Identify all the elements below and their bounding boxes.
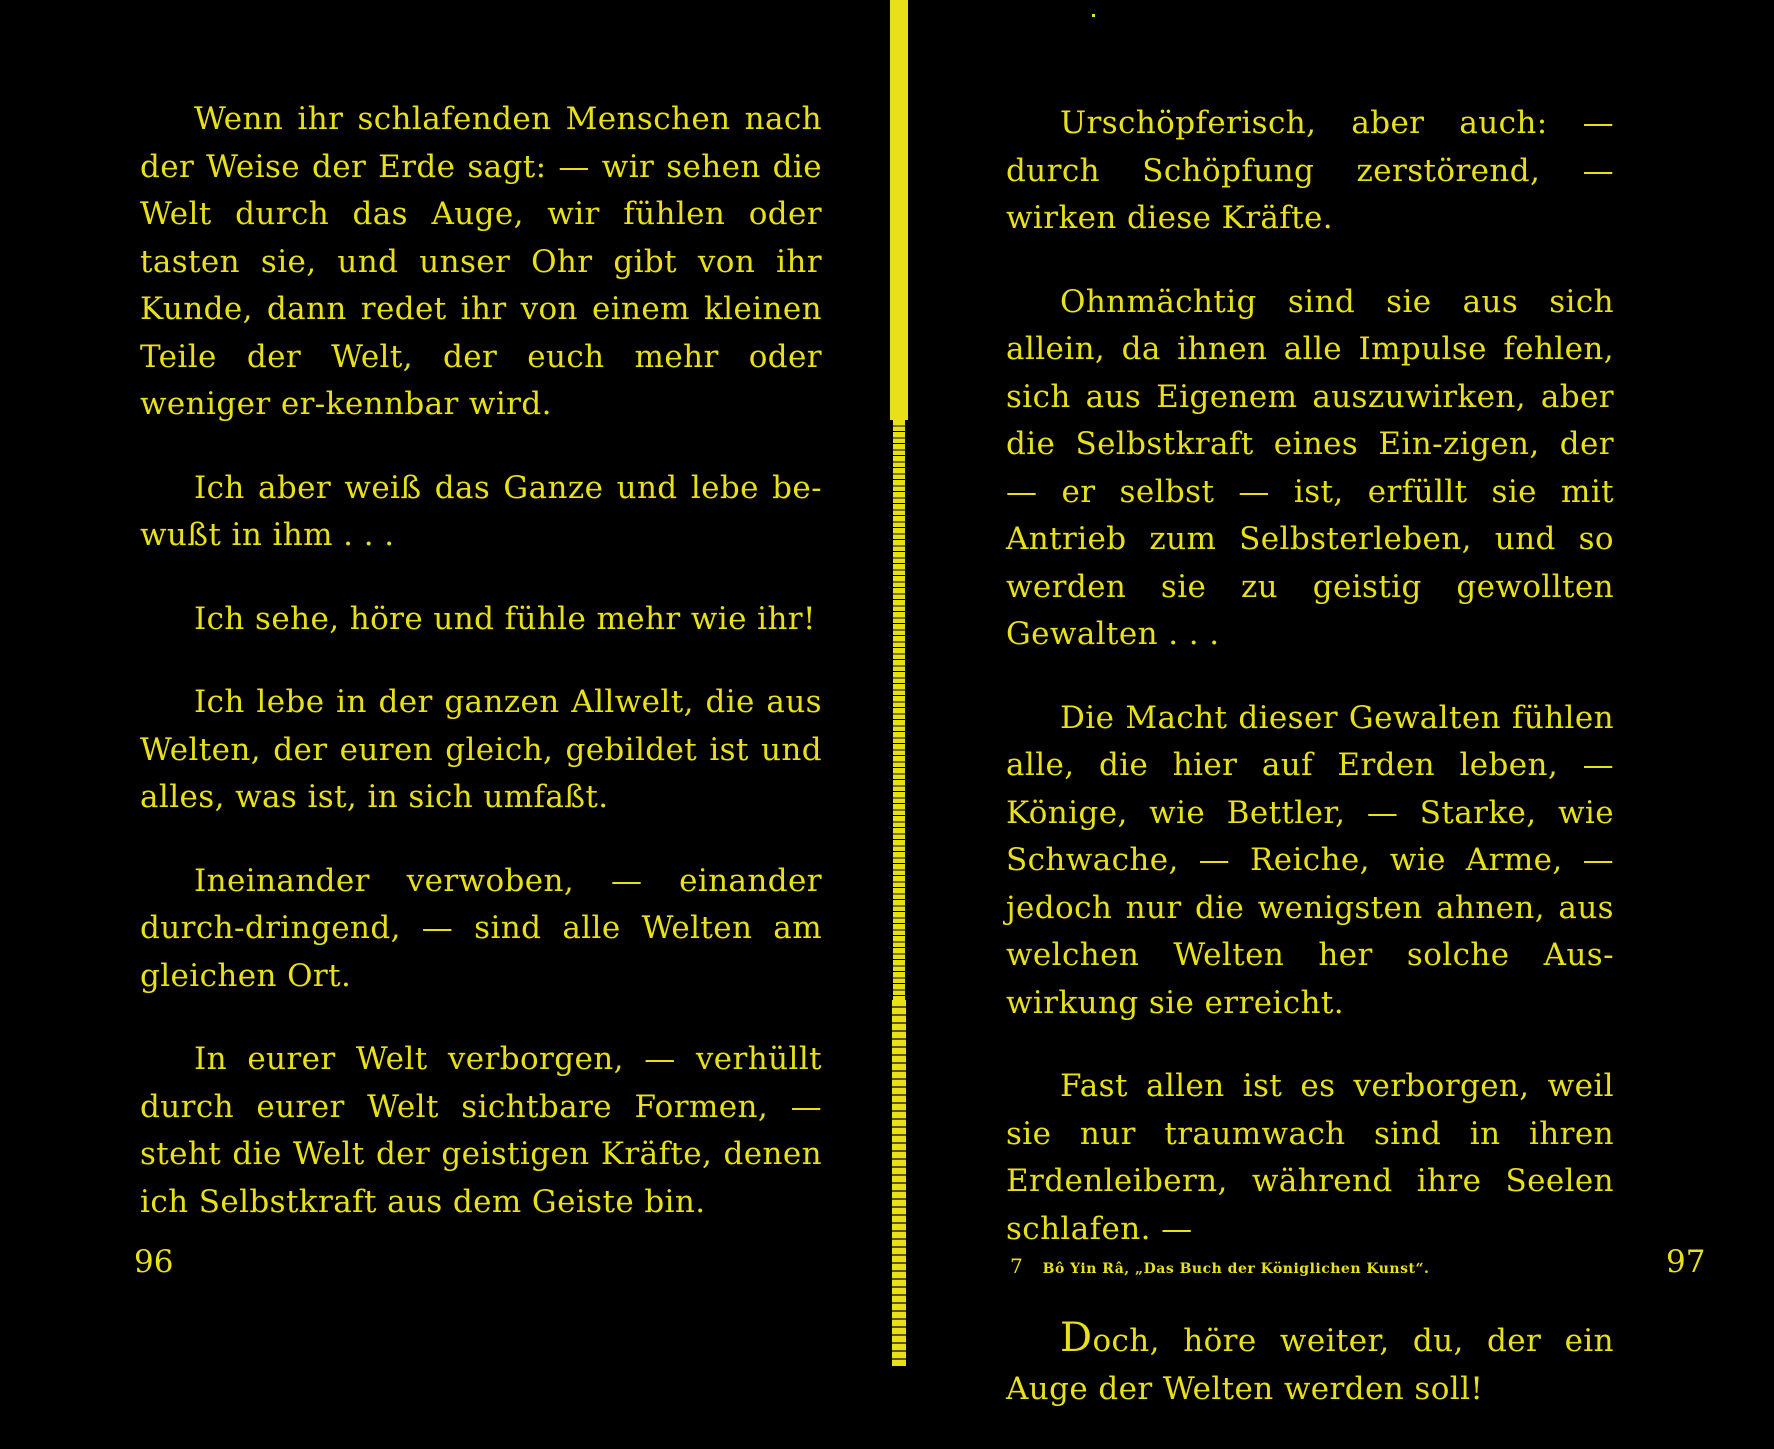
drop-cap: D	[1060, 1315, 1093, 1361]
final-paragraph-text: och, höre weiter, du, der ein Auge der Welten werden soll!	[1006, 1323, 1614, 1407]
gutter-line-bottom	[892, 1000, 906, 1366]
paragraph-spacer	[1006, 1289, 1614, 1315]
left-page	[0, 0, 884, 1366]
paragraph: Ineinander verwoben, — einander durch-dringend, — sind alle Welten am gleichen Ort.	[140, 862, 822, 994]
paragraph: Ich sehe, höre und fühle mehr wie ihr!	[194, 600, 816, 637]
right-page	[918, 0, 1774, 1407]
final-paragraph	[1006, 1315, 1614, 1413]
paragraph: Die Macht dieser Gewalten fühlen alle, die hier auf Erden leben, — Könige, wie Bettler, — Starke, wie Schwache, — Reiche, wie Arme, — jedoch nur die wenigsten ahnen, aus welchen Welten her solche Aus-wirkung sie erreicht.	[1006, 699, 1614, 1021]
print-speck	[1092, 14, 1095, 17]
footnote-number: 7	[1010, 1254, 1024, 1278]
paragraph: Ich lebe in der ganzen Allwelt, die aus Welten, der euren gleich, gebildet ist und alles, was ist, in sich umfaßt.	[140, 684, 822, 815]
left-page-text	[140, 96, 822, 1262]
page-number: 97	[1666, 1244, 1706, 1280]
footnote-text: Bô Yin Râ, „Das Buch der Königlichen Kunst“.	[1042, 1261, 1430, 1277]
paragraph: Fast allen ist es verborgen, weil sie nur traumwach sind in ihren Erdenleibern, während ihre Seelen schlafen. —	[1006, 1068, 1614, 1247]
paragraph: Wenn ihr schlafenden Menschen nach der Weise der Erde sagt: — wir sehen die Welt durch das Auge, wir fühlen oder tasten sie, und unser Ohr gibt von ihr Kunde, dann redet ihr von einem kleinen Teile der Welt, der euch mehr oder weniger er-kennbar wird.	[140, 101, 822, 422]
footnote	[1010, 1254, 1429, 1278]
gutter-line-top	[890, 0, 908, 420]
paragraph: Urschöpferisch, aber auch: — durch Schöpfung zerstörend, — wirken diese Kräfte.	[1006, 105, 1614, 236]
book-gutter	[884, 0, 918, 1366]
paragraph: Ohnmächtig sind sie aus sich allein, da ihnen alle Impulse fehlen, sich aus Eigenem auszuwirken, aber die Selbstkraft eines Ein-zigen, der — er selbst — ist, erfüllt sie mit Antrieb zum Selbsterleben, und so werden sie zu geistig gewollten Gewalten . . .	[1006, 283, 1614, 652]
paragraph: In eurer Welt verborgen, — verhüllt durch eurer Welt sichtbare Formen, — steht die Welt der geistigen Kräfte, denen ich Selbstkraft aus dem Geiste bin.	[140, 1041, 822, 1220]
right-page-text	[1006, 100, 1614, 1449]
paragraph: Ich aber weiß das Ganze und lebe be-wußt in ihm . . .	[140, 469, 822, 553]
page-number: 96	[134, 1244, 174, 1280]
